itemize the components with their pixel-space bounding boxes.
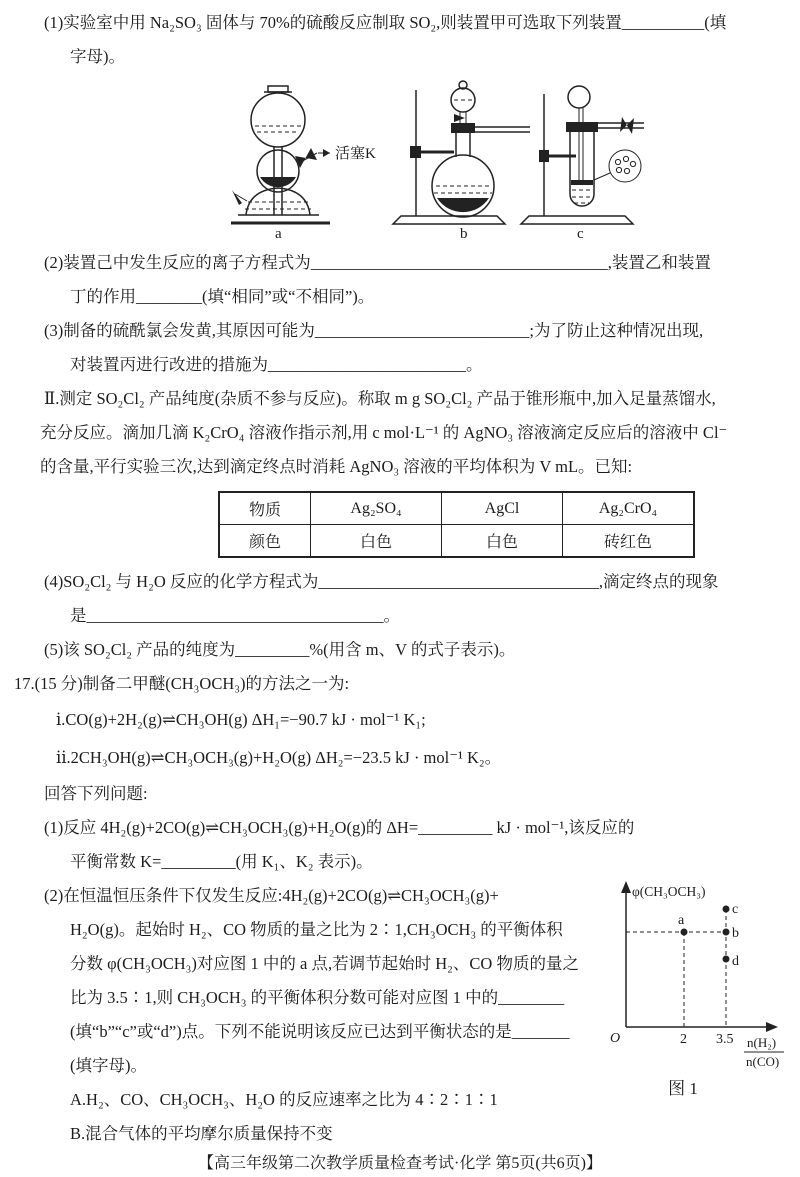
q17-equation-1: ⅰ.CO(g)+2H₂(g)⇌CH₃OH(g) ΔH₁=−90.7 kJ · mol⁻¹ K₁;: [56, 710, 426, 729]
x-axis-label-numerator: n(H₂): [747, 1035, 777, 1050]
thistle-funnel-icon: [568, 86, 590, 108]
q16-item2-line-1: (2)装置己中发生反应的离子方程式为____________________________________,装置乙和装置: [44, 253, 711, 272]
q17-item2-line-6: (填字母)。: [70, 1056, 147, 1075]
x-axis-label-denominator: n(CO): [746, 1054, 780, 1069]
table-cell: 砖红色: [563, 525, 695, 558]
point-d-label: d: [732, 954, 739, 969]
point-c: [723, 906, 730, 913]
q17-option-b: B.混合气体的平均摩尔质量保持不变: [70, 1124, 333, 1143]
apparatus-c-drawing: [506, 74, 656, 242]
q17-item2-line-2: H₂O(g)。起始时 H₂、CO 物质的量之比为 2∶1,CH₃OCH₃ 的平衡体积: [70, 920, 563, 939]
table-cell: AgCl: [442, 492, 563, 525]
y-axis-arrow-icon: [621, 881, 631, 893]
perforated-plate: [571, 180, 593, 185]
figure-1-plot: [604, 875, 792, 1075]
x-tick-2: 2: [680, 1032, 687, 1047]
q17-item2-block: [0, 879, 800, 1151]
apparatus-c-label: c: [577, 226, 584, 242]
q17-item1-line-2: 平衡常数 K=_________(用 K₁、K₂ 表示)。: [70, 852, 373, 871]
q16-item4-line-1: (4)SO₂Cl₂ 与 H₂O 反应的化学方程式为__________________________________,滴定终点的现象: [44, 572, 719, 591]
figure-1: [604, 875, 792, 1099]
q17-item1-line-1: (1)反应 4H₂(g)+2CO(g)⇌CH₃OCH₃(g)+H₂O(g)的 ΔH=_________ kJ · mol⁻¹,该反应的: [44, 818, 635, 837]
q17-prompt: 回答下列问题:: [44, 784, 148, 803]
table-row: [219, 492, 694, 525]
q17-item2-line-4: 比为 3.5∶1,则 CH₃OCH₃ 的平衡体积分数可能对应图 1 中的________: [70, 988, 565, 1007]
q17-option-a: A.H₂、CO、CH₃OCH₃、H₂O 的反应速率之比为 4∶2∶1∶1: [70, 1090, 498, 1109]
origin-label: O: [610, 1031, 621, 1046]
side-stopcock-icon: [620, 117, 634, 134]
table-cell: 颜色: [219, 525, 311, 558]
kipp-generator: [231, 86, 330, 223]
point-d: [723, 956, 730, 963]
q16-item1-line-1: (1)实验室中用 Na₂SO₃ 固体与 70%的硫酸反应制取 SO₂,则装置甲可选取下列装置__________(填: [44, 13, 727, 32]
table-cell: 物质: [219, 492, 311, 525]
q16-item2-line-2: 丁的作用________(填“相同”或“不相同”)。: [70, 287, 375, 306]
table-cell: Ag₂CrO₄: [563, 492, 695, 525]
q17-equation-2: ⅱ.2CH₃OH(g)⇌CH₃OCH₃(g)+H₂O(g) ΔH₂=−23.5 kJ · mol⁻¹ K₂。: [56, 748, 502, 767]
y-axis-label: φ(CH₃OCH₃): [632, 884, 706, 899]
q16-section2-line-3: 的含量,平行实验三次,达到滴定终点时消耗 AgNO₃ 溶液的平均体积为 V mL。已知:: [40, 457, 633, 476]
apparatus-figure: [0, 74, 800, 246]
figure-1-caption: 图 1: [668, 1079, 698, 1098]
q17-header: 17.(15 分)制备二甲醚(CH₃OCH₃)的方法之一为:: [14, 674, 350, 693]
substance-color-table: [218, 491, 695, 558]
x-tick-3-5: 3.5: [716, 1032, 734, 1047]
perforated-plate-magnifier-icon: [609, 150, 641, 182]
test-tube-stand: [521, 86, 644, 224]
q16-item5-line-1: (5)该 SO₂Cl₂ 产品的纯度为_________%(用含 m、V 的式子表示)。: [44, 640, 516, 659]
q16-section2-line-2: 充分反应。滴加几滴 K₂CrO₄ 溶液作指示剂,用 c mol·L⁻¹ 的 AgNO₃ 溶液滴定反应后的溶液中 Cl⁻: [40, 423, 728, 442]
table-row: [219, 525, 694, 558]
q16-item4-line-2: 是____________________________________。: [70, 606, 400, 625]
q16-section2-line-1: Ⅱ.测定 SO₂Cl₂ 产品纯度(杂质不参与反应)。称取 m g SO₂Cl₂ 产品于锥形瓶中,加入足量蒸馏水,: [44, 389, 716, 408]
point-a: [681, 929, 688, 936]
q17-item2-line-5: (填“b”“c”或“d”)点。下列不能说明该反应已达到平衡状态的是_______: [70, 1022, 570, 1041]
table-cell: 白色: [311, 525, 442, 558]
table-cell: 白色: [442, 525, 563, 558]
apparatus-a-label: a: [275, 226, 282, 242]
q16-item3-line-2: 对装置丙进行改进的措施为________________________。: [70, 355, 483, 374]
page-footer: 【高三年级第二次教学质量检查考试·化学 第5页(共6页)】: [198, 1155, 602, 1172]
point-b: [723, 929, 730, 936]
apparatus-b-label: b: [460, 226, 468, 242]
q16-item3-line-1: (3)制备的硫酰氯会发黄,其原因可能为__________________________;为了防止这种情况出现,: [44, 321, 704, 340]
q16-item1-line-2: 字母)。: [70, 47, 125, 66]
point-c-label: c: [732, 902, 739, 917]
point-b-label: b: [732, 926, 739, 941]
q17-item2-line-1: (2)在恒温恒压条件下仅发生反应:4H₂(g)+2CO(g)⇌CH₃OCH₃(g)+: [44, 886, 499, 905]
q17-item2-line-3: 分数 φ(CH₃OCH₃)对应图 1 中的 a 点,若调节起始时 H₂、CO 物质的量之: [70, 954, 579, 973]
x-axis-arrow-icon: [766, 1022, 778, 1032]
stopcock-k-label: 活塞K: [335, 146, 376, 162]
table-cell: Ag₂SO₄: [311, 492, 442, 525]
point-a-label: a: [678, 913, 685, 928]
